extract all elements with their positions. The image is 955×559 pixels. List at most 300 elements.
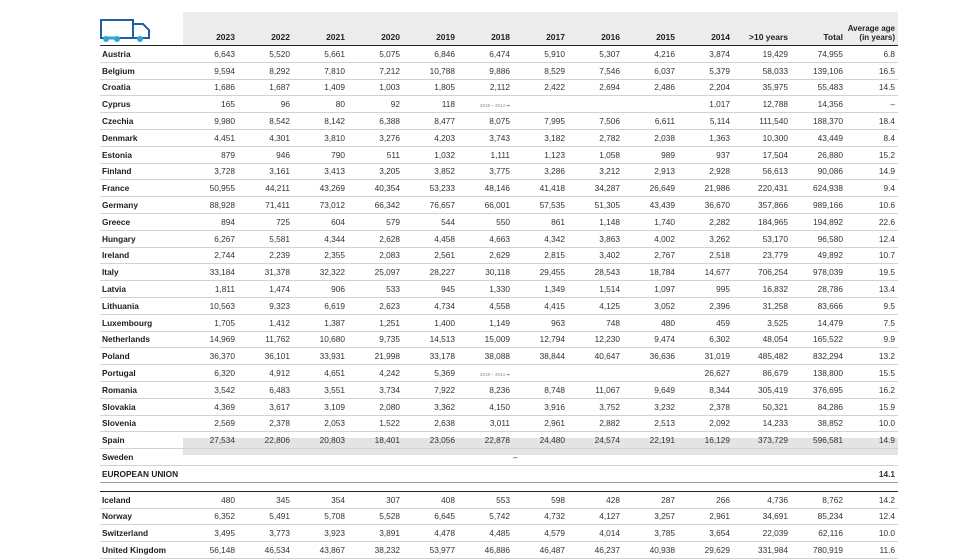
table-cell: 6,352 xyxy=(183,508,238,525)
table-cell: 4,342 xyxy=(513,230,568,247)
table-cell: 946 xyxy=(238,146,293,163)
table-cell: 480 xyxy=(623,314,678,331)
table-cell: 30,118 xyxy=(458,264,513,281)
table-cell: 29,455 xyxy=(513,264,568,281)
table-cell: 22,191 xyxy=(623,432,678,449)
table-cell: 2,083 xyxy=(348,247,403,264)
table-cell: 1,522 xyxy=(348,415,403,432)
gap-cell xyxy=(348,482,403,491)
table-cell: 8,292 xyxy=(238,62,293,79)
table-cell: 408 xyxy=(403,491,458,508)
table-cell: 2,422 xyxy=(513,79,568,96)
row-label: Norway xyxy=(100,508,183,525)
average-age-cell: 14.9 xyxy=(846,432,898,449)
table-cell xyxy=(568,96,623,113)
header-row xyxy=(100,12,898,46)
table-row xyxy=(100,197,898,214)
row-label: Ireland xyxy=(100,247,183,264)
table-cell: 2,815 xyxy=(513,247,568,264)
row-label: Lithuania xyxy=(100,297,183,314)
table-cell: 3,773 xyxy=(238,525,293,542)
table-cell: 56,613 xyxy=(733,163,791,180)
table-cell: 14,233 xyxy=(733,415,791,432)
table-cell: 11,067 xyxy=(568,381,623,398)
col-header: 2021 xyxy=(326,32,345,42)
table-cell xyxy=(678,449,733,466)
table-cell: 8,748 xyxy=(513,381,568,398)
table-cell: 21,986 xyxy=(678,180,733,197)
table-cell: 5,379 xyxy=(678,62,733,79)
table-cell: 3,052 xyxy=(623,297,678,314)
gap-cell xyxy=(623,482,678,491)
table-cell: 3,232 xyxy=(623,398,678,415)
table-cell: 879 xyxy=(183,146,238,163)
table-cell xyxy=(623,449,678,466)
table-cell: 4,736 xyxy=(733,491,791,508)
col-header: 2018 xyxy=(491,32,510,42)
table-cell: 2,486 xyxy=(623,79,678,96)
table-cell: 5,520 xyxy=(238,46,293,63)
table-cell: 3,182 xyxy=(513,129,568,146)
table-cell: 4,451 xyxy=(183,129,238,146)
table-row xyxy=(100,365,898,382)
table-cell: 1,686 xyxy=(183,79,238,96)
table-cell: 4,478 xyxy=(403,525,458,542)
table-cell: 2,623 xyxy=(348,297,403,314)
table-cell xyxy=(348,465,403,482)
table-cell: 139,106 xyxy=(791,62,846,79)
table-cell: 5,581 xyxy=(238,230,293,247)
table-cell: 43,867 xyxy=(293,542,348,559)
table-cell: 36,636 xyxy=(623,348,678,365)
average-age-cell: 7.5 xyxy=(846,314,898,331)
row-label: Slovenia xyxy=(100,415,183,432)
table-cell: 2,053 xyxy=(293,415,348,432)
table-cell: 18,784 xyxy=(623,264,678,281)
average-age-cell: 14.1 xyxy=(846,465,898,482)
table-cell: 1,330 xyxy=(458,281,513,298)
average-age-cell: 6.8 xyxy=(846,46,898,63)
average-age-cell: 13.2 xyxy=(846,348,898,365)
average-age-cell: 13.4 xyxy=(846,281,898,298)
table-cell: 2,628 xyxy=(348,230,403,247)
table-cell: 40,354 xyxy=(348,180,403,197)
table-cell: 17,504 xyxy=(733,146,791,163)
table-cell: 220,431 xyxy=(733,180,791,197)
gap-cell xyxy=(846,482,898,491)
table-cell: 16,832 xyxy=(733,281,791,298)
table-row xyxy=(100,180,898,197)
table-cell: 34,691 xyxy=(733,508,791,525)
average-age-cell: 15.2 xyxy=(846,146,898,163)
table-cell: 331,984 xyxy=(733,542,791,559)
table-cell: 23,056 xyxy=(403,432,458,449)
average-age-cell: 9.4 xyxy=(846,180,898,197)
table-cell: 3,362 xyxy=(403,398,458,415)
table-cell xyxy=(183,449,238,466)
table-cell: 4,651 xyxy=(293,365,348,382)
table-cell xyxy=(623,465,678,482)
row-label: Luxembourg xyxy=(100,314,183,331)
gap-cell xyxy=(293,482,348,491)
table-cell: 51,305 xyxy=(568,197,623,214)
row-label: Iceland xyxy=(100,491,183,508)
table-cell: 345 xyxy=(238,491,293,508)
table-cell: 73,012 xyxy=(293,197,348,214)
table-row xyxy=(100,113,898,130)
table-cell: 50,955 xyxy=(183,180,238,197)
table-cell: 14,356 xyxy=(791,96,846,113)
table-cell: 1,705 xyxy=(183,314,238,331)
table-body xyxy=(100,46,898,559)
table-cell: 1,148 xyxy=(568,213,623,230)
table-cell: 2,629 xyxy=(458,247,513,264)
table-cell: 31,019 xyxy=(678,348,733,365)
table-cell: 7,810 xyxy=(293,62,348,79)
table-cell: 5,910 xyxy=(513,46,568,63)
table-cell: 4,579 xyxy=(513,525,568,542)
table-cell: 480 xyxy=(183,491,238,508)
table-cell: 5,491 xyxy=(238,508,293,525)
table-cell: 1,017 xyxy=(678,96,733,113)
table-cell: 4,415 xyxy=(513,297,568,314)
table-cell: 4,912 xyxy=(238,365,293,382)
table-cell: 2,569 xyxy=(183,415,238,432)
table-cell: 188,370 xyxy=(791,113,846,130)
table-cell: 10,300 xyxy=(733,129,791,146)
table-cell: 36,670 xyxy=(678,197,733,214)
col-header: >10 years xyxy=(749,32,788,42)
table-cell: 138,800 xyxy=(791,365,846,382)
table-cell: 21,998 xyxy=(348,348,403,365)
table-cell: 165,522 xyxy=(791,331,846,348)
table-row xyxy=(100,146,898,163)
table-cell: 1,409 xyxy=(293,79,348,96)
table-cell: 1,474 xyxy=(238,281,293,298)
table-cell: 3,617 xyxy=(238,398,293,415)
table-cell: 307 xyxy=(348,491,403,508)
table-cell: 43,449 xyxy=(791,129,846,146)
table-cell xyxy=(458,365,513,382)
table-cell: 48,054 xyxy=(733,331,791,348)
table-cell xyxy=(678,465,733,482)
table-cell: 66,001 xyxy=(458,197,513,214)
table-cell: 5,307 xyxy=(568,46,623,63)
table-cell: 11,762 xyxy=(238,331,293,348)
table-row xyxy=(100,79,898,96)
table-cell: 832,294 xyxy=(791,348,846,365)
table-cell: 3,654 xyxy=(678,525,733,542)
table-cell: 18,401 xyxy=(348,432,403,449)
table-cell xyxy=(293,449,348,466)
vehicle-age-table xyxy=(100,12,898,559)
table-cell: 894 xyxy=(183,213,238,230)
col-header: 2023 xyxy=(216,32,235,42)
row-label: Croatia xyxy=(100,79,183,96)
table-cell: 533 xyxy=(348,281,403,298)
table-cell: 3,402 xyxy=(568,247,623,264)
table-cell: 4,203 xyxy=(403,129,458,146)
table-row xyxy=(100,314,898,331)
table-cell: 96,580 xyxy=(791,230,846,247)
table-cell: 85,234 xyxy=(791,508,846,525)
table-cell: 511 xyxy=(348,146,403,163)
average-age-cell: 12.4 xyxy=(846,508,898,525)
row-label: Switzerland xyxy=(100,525,183,542)
table-cell: 3,874 xyxy=(678,46,733,63)
table-cell: 5,528 xyxy=(348,508,403,525)
table-cell: 706,254 xyxy=(733,264,791,281)
table-cell: 32,322 xyxy=(293,264,348,281)
col-header: 2015 xyxy=(656,32,675,42)
table-cell: 9,735 xyxy=(348,331,403,348)
table-cell: 6,302 xyxy=(678,331,733,348)
table-cell: 1,400 xyxy=(403,314,458,331)
merged-years-note: 2018 – 2014 ➡ xyxy=(479,372,510,378)
table-cell: 945 xyxy=(403,281,458,298)
table-row xyxy=(100,398,898,415)
table-cell: 3,728 xyxy=(183,163,238,180)
table-cell: 266 xyxy=(678,491,733,508)
col-header: 2017 xyxy=(546,32,565,42)
table-cell: – xyxy=(513,449,568,466)
table-cell: 194,892 xyxy=(791,213,846,230)
row-label: Hungary xyxy=(100,230,183,247)
table-cell: 2,518 xyxy=(678,247,733,264)
table-cell xyxy=(791,449,846,466)
table-cell: 2,961 xyxy=(513,415,568,432)
table-cell: 38,088 xyxy=(458,348,513,365)
table-cell: 4,242 xyxy=(348,365,403,382)
table-cell: 36,101 xyxy=(238,348,293,365)
average-age-cell: 14.9 xyxy=(846,163,898,180)
table-cell: 1,003 xyxy=(348,79,403,96)
table-cell: 9,323 xyxy=(238,297,293,314)
row-label: Estonia xyxy=(100,146,183,163)
row-label: Belgium xyxy=(100,62,183,79)
table-cell: 1,514 xyxy=(568,281,623,298)
table-cell: 44,211 xyxy=(238,180,293,197)
table-cell xyxy=(458,449,513,466)
table-cell: 28,227 xyxy=(403,264,458,281)
table-row xyxy=(100,415,898,432)
table-cell: 74,955 xyxy=(791,46,846,63)
table-cell: 995 xyxy=(678,281,733,298)
table-cell: 1,032 xyxy=(403,146,458,163)
table-row xyxy=(100,542,898,559)
table-cell: 790 xyxy=(293,146,348,163)
average-age-cell: 14.2 xyxy=(846,491,898,508)
table-cell: 3,785 xyxy=(623,525,678,542)
table-cell: 2,767 xyxy=(623,247,678,264)
table-cell: 20,803 xyxy=(293,432,348,449)
table-cell: 2,913 xyxy=(623,163,678,180)
table-cell: 2,694 xyxy=(568,79,623,96)
table-cell: 963 xyxy=(513,314,568,331)
table-cell xyxy=(513,465,568,482)
table-cell: 25,097 xyxy=(348,264,403,281)
gap-cell xyxy=(791,482,846,491)
table-cell: 4,125 xyxy=(568,297,623,314)
table-cell: 3,525 xyxy=(733,314,791,331)
table-cell: 29,629 xyxy=(678,542,733,559)
table-cell: 3,852 xyxy=(403,163,458,180)
table-cell: 2,355 xyxy=(293,247,348,264)
table-cell: 428 xyxy=(568,491,623,508)
col-header: 2016 xyxy=(601,32,620,42)
table-cell: 3,923 xyxy=(293,525,348,542)
table-cell: 165 xyxy=(183,96,238,113)
table-cell: 3,752 xyxy=(568,398,623,415)
average-age-cell: 22.6 xyxy=(846,213,898,230)
row-label: Spain xyxy=(100,432,183,449)
table-cell: 19,429 xyxy=(733,46,791,63)
table-cell: 6,846 xyxy=(403,46,458,63)
table-cell: 40,647 xyxy=(568,348,623,365)
row-label: Slovakia xyxy=(100,398,183,415)
table-cell: 6,388 xyxy=(348,113,403,130)
table-cell: 26,649 xyxy=(623,180,678,197)
table-cell: 2,396 xyxy=(678,297,733,314)
table-cell: 376,695 xyxy=(791,381,846,398)
average-age-cell: 15.5 xyxy=(846,365,898,382)
section-gap xyxy=(100,482,898,491)
table-cell: 2,744 xyxy=(183,247,238,264)
table-cell: 14,513 xyxy=(403,331,458,348)
table-cell: 6,483 xyxy=(238,381,293,398)
table-cell: 305,419 xyxy=(733,381,791,398)
table-cell: 4,014 xyxy=(568,525,623,542)
table-row xyxy=(100,163,898,180)
average-age-cell: 12.4 xyxy=(846,230,898,247)
table-row xyxy=(100,491,898,508)
gap-cell xyxy=(183,482,238,491)
table-cell: 33,184 xyxy=(183,264,238,281)
table-cell: 9,980 xyxy=(183,113,238,130)
table-cell: 22,878 xyxy=(458,432,513,449)
table-cell: 2,961 xyxy=(678,508,733,525)
table-cell: 4,344 xyxy=(293,230,348,247)
table-cell: 1,412 xyxy=(238,314,293,331)
table-cell: 46,534 xyxy=(238,542,293,559)
average-age-cell: 9.5 xyxy=(846,297,898,314)
table-cell xyxy=(183,465,238,482)
table-cell: 24,480 xyxy=(513,432,568,449)
table-cell: 6,320 xyxy=(183,365,238,382)
table-cell: 46,886 xyxy=(458,542,513,559)
table-row xyxy=(100,230,898,247)
table-cell: 7,995 xyxy=(513,113,568,130)
table-cell: 43,269 xyxy=(293,180,348,197)
table-cell: 56,148 xyxy=(183,542,238,559)
table-cell: 2,513 xyxy=(623,415,678,432)
table-cell: 80 xyxy=(293,96,348,113)
table-cell: 26,880 xyxy=(791,146,846,163)
table-cell xyxy=(513,365,568,382)
table-cell: 6,645 xyxy=(403,508,458,525)
table-cell xyxy=(348,449,403,466)
table-cell: 5,742 xyxy=(458,508,513,525)
table-cell xyxy=(568,449,623,466)
table-cell: 748 xyxy=(568,314,623,331)
table-cell: 4,663 xyxy=(458,230,513,247)
table-cell: 55,483 xyxy=(791,79,846,96)
table-cell: 31,378 xyxy=(238,264,293,281)
gap-cell xyxy=(100,482,183,491)
table-cell: 937 xyxy=(678,146,733,163)
table-cell: 579 xyxy=(348,213,403,230)
col-header-average-age xyxy=(846,12,898,46)
table-cell: 2,282 xyxy=(678,213,733,230)
table-cell: 624,938 xyxy=(791,180,846,197)
table-cell: 3,161 xyxy=(238,163,293,180)
table-cell: 22,806 xyxy=(238,432,293,449)
table-cell: 28,786 xyxy=(791,281,846,298)
table-cell: 1,363 xyxy=(678,129,733,146)
table-row xyxy=(100,281,898,298)
table-cell xyxy=(238,465,293,482)
row-label: Finland xyxy=(100,163,183,180)
table-cell: 48,146 xyxy=(458,180,513,197)
row-label: Latvia xyxy=(100,281,183,298)
table-cell: 53,233 xyxy=(403,180,458,197)
table-cell: 10,680 xyxy=(293,331,348,348)
average-age-cell xyxy=(846,449,898,466)
table-cell: 2,112 xyxy=(458,79,513,96)
row-label: Czechia xyxy=(100,113,183,130)
table-cell: 3,863 xyxy=(568,230,623,247)
table-cell: 35,975 xyxy=(733,79,791,96)
table-cell: 8,344 xyxy=(678,381,733,398)
table-cell: 3,743 xyxy=(458,129,513,146)
row-label: Netherlands xyxy=(100,331,183,348)
table-cell: 53,977 xyxy=(403,542,458,559)
average-age-cell: 9.9 xyxy=(846,331,898,348)
table-cell: 4,301 xyxy=(238,129,293,146)
table-cell: 3,810 xyxy=(293,129,348,146)
table-cell: 1,811 xyxy=(183,281,238,298)
table-cell xyxy=(458,96,513,113)
table-cell: 5,075 xyxy=(348,46,403,63)
table-cell: 50,321 xyxy=(733,398,791,415)
table-cell xyxy=(513,96,568,113)
table-cell: 3,495 xyxy=(183,525,238,542)
table-cell: 8,529 xyxy=(513,62,568,79)
table-cell: 49,892 xyxy=(791,247,846,264)
table-cell: 5,708 xyxy=(293,508,348,525)
table-cell: 7,922 xyxy=(403,381,458,398)
table-cell: 66,342 xyxy=(348,197,403,214)
table-cell: 9,649 xyxy=(623,381,678,398)
table-cell: 62,116 xyxy=(791,525,846,542)
row-label: Portugal xyxy=(100,365,183,382)
table-cell: 90,086 xyxy=(791,163,846,180)
table-cell: 9,886 xyxy=(458,62,513,79)
row-label: Poland xyxy=(100,348,183,365)
table-cell: 34,287 xyxy=(568,180,623,197)
average-age-cell: 10.7 xyxy=(846,247,898,264)
table-cell: 2,204 xyxy=(678,79,733,96)
table-cell: 31,258 xyxy=(733,297,791,314)
table-cell: 3,212 xyxy=(568,163,623,180)
row-label: Germany xyxy=(100,197,183,214)
table-cell: 1,805 xyxy=(403,79,458,96)
table-cell: 53,170 xyxy=(733,230,791,247)
table-cell xyxy=(238,449,293,466)
table-cell: 6,267 xyxy=(183,230,238,247)
header-corner xyxy=(100,12,183,46)
average-age-cell: 19.5 xyxy=(846,264,898,281)
